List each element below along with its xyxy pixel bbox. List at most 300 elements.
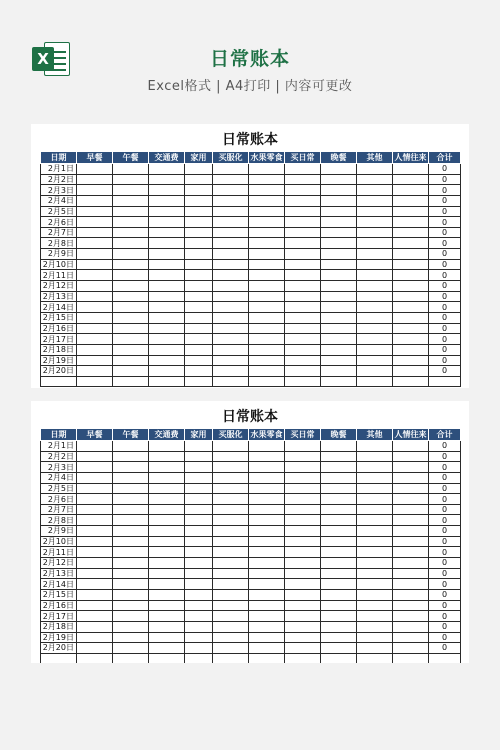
expense-cell[interactable] — [149, 302, 185, 313]
date-cell[interactable]: 2月2日 — [41, 451, 77, 462]
expense-cell[interactable] — [213, 291, 249, 302]
expense-cell[interactable] — [285, 376, 321, 387]
expense-cell[interactable] — [185, 643, 213, 654]
expense-cell[interactable] — [185, 589, 213, 600]
expense-cell[interactable] — [77, 164, 113, 175]
date-cell[interactable]: 2月19日 — [41, 355, 77, 366]
expense-cell[interactable] — [249, 653, 285, 663]
expense-cell[interactable] — [113, 164, 149, 175]
expense-cell[interactable] — [77, 312, 113, 323]
expense-cell[interactable] — [77, 195, 113, 206]
expense-cell[interactable] — [185, 312, 213, 323]
expense-cell[interactable] — [249, 526, 285, 537]
expense-cell[interactable] — [213, 195, 249, 206]
expense-cell[interactable] — [213, 259, 249, 270]
expense-cell[interactable] — [357, 270, 393, 281]
expense-cell[interactable] — [149, 653, 185, 663]
total-cell[interactable]: 0 — [429, 227, 461, 238]
expense-cell[interactable] — [213, 281, 249, 292]
expense-cell[interactable] — [249, 185, 285, 196]
expense-cell[interactable] — [113, 536, 149, 547]
expense-cell[interactable] — [249, 536, 285, 547]
date-cell[interactable]: 2月1日 — [41, 441, 77, 452]
expense-cell[interactable] — [185, 568, 213, 579]
expense-cell[interactable] — [185, 334, 213, 345]
expense-cell[interactable] — [185, 611, 213, 622]
date-cell[interactable]: 2月4日 — [41, 472, 77, 483]
expense-cell[interactable] — [393, 611, 429, 622]
expense-cell[interactable] — [185, 366, 213, 377]
expense-cell[interactable] — [213, 504, 249, 515]
total-cell[interactable]: 0 — [429, 238, 461, 249]
total-cell[interactable]: 0 — [429, 334, 461, 345]
expense-cell[interactable] — [321, 344, 357, 355]
expense-cell[interactable] — [185, 355, 213, 366]
expense-cell[interactable] — [149, 174, 185, 185]
expense-cell[interactable] — [321, 611, 357, 622]
expense-cell[interactable] — [77, 217, 113, 228]
expense-cell[interactable] — [149, 259, 185, 270]
date-cell[interactable]: 2月18日 — [41, 621, 77, 632]
total-cell[interactable]: 0 — [429, 195, 461, 206]
expense-cell[interactable] — [393, 217, 429, 228]
expense-cell[interactable] — [393, 653, 429, 663]
expense-cell[interactable] — [285, 259, 321, 270]
expense-cell[interactable] — [285, 291, 321, 302]
expense-cell[interactable] — [285, 632, 321, 643]
expense-cell[interactable] — [393, 312, 429, 323]
expense-cell[interactable] — [113, 270, 149, 281]
expense-cell[interactable] — [357, 515, 393, 526]
expense-cell[interactable] — [185, 632, 213, 643]
expense-cell[interactable] — [149, 643, 185, 654]
expense-cell[interactable] — [249, 504, 285, 515]
expense-cell[interactable] — [357, 323, 393, 334]
expense-cell[interactable] — [393, 366, 429, 377]
expense-cell[interactable] — [285, 249, 321, 260]
expense-cell[interactable] — [249, 344, 285, 355]
expense-cell[interactable] — [213, 217, 249, 228]
expense-cell[interactable] — [113, 376, 149, 387]
expense-cell[interactable] — [113, 451, 149, 462]
expense-cell[interactable] — [393, 376, 429, 387]
date-cell[interactable]: 2月10日 — [41, 536, 77, 547]
expense-cell[interactable] — [393, 536, 429, 547]
expense-cell[interactable] — [213, 462, 249, 473]
total-cell[interactable]: 0 — [429, 558, 461, 569]
expense-cell[interactable] — [285, 441, 321, 452]
expense-cell[interactable] — [357, 195, 393, 206]
expense-cell[interactable] — [321, 472, 357, 483]
expense-cell[interactable] — [393, 632, 429, 643]
date-cell[interactable]: 2月10日 — [41, 259, 77, 270]
expense-cell[interactable] — [357, 334, 393, 345]
date-cell[interactable]: 2月5日 — [41, 483, 77, 494]
expense-cell[interactable] — [77, 344, 113, 355]
expense-cell[interactable] — [285, 281, 321, 292]
expense-cell[interactable] — [249, 164, 285, 175]
expense-cell[interactable] — [113, 174, 149, 185]
expense-cell[interactable] — [113, 483, 149, 494]
expense-cell[interactable] — [213, 164, 249, 175]
expense-cell[interactable] — [77, 302, 113, 313]
expense-cell[interactable] — [77, 589, 113, 600]
expense-cell[interactable] — [77, 355, 113, 366]
expense-cell[interactable] — [393, 195, 429, 206]
expense-cell[interactable] — [285, 185, 321, 196]
expense-cell[interactable] — [185, 323, 213, 334]
total-cell[interactable]: 0 — [429, 355, 461, 366]
total-cell[interactable]: 0 — [429, 312, 461, 323]
expense-cell[interactable] — [321, 600, 357, 611]
expense-cell[interactable] — [149, 164, 185, 175]
expense-cell[interactable] — [357, 217, 393, 228]
expense-cell[interactable] — [77, 451, 113, 462]
total-cell[interactable]: 0 — [429, 206, 461, 217]
date-cell[interactable]: 2月14日 — [41, 579, 77, 590]
expense-cell[interactable] — [285, 515, 321, 526]
expense-cell[interactable] — [77, 185, 113, 196]
expense-cell[interactable] — [321, 281, 357, 292]
total-cell[interactable]: 0 — [429, 621, 461, 632]
expense-cell[interactable] — [149, 281, 185, 292]
expense-cell[interactable] — [285, 206, 321, 217]
date-cell[interactable]: 2月9日 — [41, 249, 77, 260]
expense-cell[interactable] — [185, 344, 213, 355]
expense-cell[interactable] — [185, 259, 213, 270]
expense-cell[interactable] — [393, 259, 429, 270]
total-cell[interactable]: 0 — [429, 174, 461, 185]
expense-cell[interactable] — [113, 611, 149, 622]
expense-cell[interactable] — [77, 238, 113, 249]
expense-cell[interactable] — [321, 302, 357, 313]
expense-cell[interactable] — [393, 206, 429, 217]
date-cell[interactable]: 2月12日 — [41, 281, 77, 292]
date-cell[interactable]: 2月19日 — [41, 632, 77, 643]
expense-cell[interactable] — [149, 494, 185, 505]
total-cell[interactable]: 0 — [429, 270, 461, 281]
expense-cell[interactable] — [185, 621, 213, 632]
expense-cell[interactable] — [393, 441, 429, 452]
expense-cell[interactable] — [393, 270, 429, 281]
expense-cell[interactable] — [213, 355, 249, 366]
expense-cell[interactable] — [213, 174, 249, 185]
expense-cell[interactable] — [393, 515, 429, 526]
expense-cell[interactable] — [321, 526, 357, 537]
total-cell[interactable]: 0 — [429, 472, 461, 483]
expense-cell[interactable] — [77, 536, 113, 547]
expense-cell[interactable] — [213, 441, 249, 452]
expense-cell[interactable] — [321, 164, 357, 175]
expense-cell[interactable] — [149, 376, 185, 387]
date-cell[interactable]: 2月12日 — [41, 558, 77, 569]
expense-cell[interactable] — [357, 536, 393, 547]
expense-cell[interactable] — [113, 515, 149, 526]
expense-cell[interactable] — [321, 291, 357, 302]
expense-cell[interactable] — [77, 291, 113, 302]
expense-cell[interactable] — [77, 558, 113, 569]
expense-cell[interactable] — [321, 441, 357, 452]
expense-cell[interactable] — [249, 323, 285, 334]
total-cell[interactable] — [429, 653, 461, 663]
expense-cell[interactable] — [285, 174, 321, 185]
expense-cell[interactable] — [149, 206, 185, 217]
expense-cell[interactable] — [249, 174, 285, 185]
expense-cell[interactable] — [249, 302, 285, 313]
expense-cell[interactable] — [393, 600, 429, 611]
expense-cell[interactable] — [77, 249, 113, 260]
expense-cell[interactable] — [77, 643, 113, 654]
expense-cell[interactable] — [285, 589, 321, 600]
total-cell[interactable]: 0 — [429, 323, 461, 334]
expense-cell[interactable] — [149, 558, 185, 569]
expense-cell[interactable] — [77, 579, 113, 590]
expense-cell[interactable] — [113, 621, 149, 632]
expense-cell[interactable] — [321, 376, 357, 387]
expense-cell[interactable] — [77, 494, 113, 505]
expense-cell[interactable] — [321, 355, 357, 366]
expense-cell[interactable] — [213, 653, 249, 663]
expense-cell[interactable] — [249, 621, 285, 632]
total-cell[interactable]: 0 — [429, 441, 461, 452]
expense-cell[interactable] — [113, 643, 149, 654]
date-cell[interactable]: 2月3日 — [41, 185, 77, 196]
expense-cell[interactable] — [113, 185, 149, 196]
expense-cell[interactable] — [185, 185, 213, 196]
expense-cell[interactable] — [149, 632, 185, 643]
expense-cell[interactable] — [149, 515, 185, 526]
expense-cell[interactable] — [213, 568, 249, 579]
expense-cell[interactable] — [285, 611, 321, 622]
expense-cell[interactable] — [321, 536, 357, 547]
expense-cell[interactable] — [149, 579, 185, 590]
expense-cell[interactable] — [213, 611, 249, 622]
expense-cell[interactable] — [149, 441, 185, 452]
expense-cell[interactable] — [393, 472, 429, 483]
expense-cell[interactable] — [393, 164, 429, 175]
expense-cell[interactable] — [213, 472, 249, 483]
total-cell[interactable]: 0 — [429, 515, 461, 526]
expense-cell[interactable] — [249, 579, 285, 590]
total-cell[interactable]: 0 — [429, 366, 461, 377]
expense-cell[interactable] — [149, 472, 185, 483]
date-cell[interactable]: 2月13日 — [41, 568, 77, 579]
expense-cell[interactable] — [113, 494, 149, 505]
expense-cell[interactable] — [285, 164, 321, 175]
expense-cell[interactable] — [249, 238, 285, 249]
expense-cell[interactable] — [357, 302, 393, 313]
expense-cell[interactable] — [321, 366, 357, 377]
expense-cell[interactable] — [357, 579, 393, 590]
expense-cell[interactable] — [357, 589, 393, 600]
expense-cell[interactable] — [149, 312, 185, 323]
expense-cell[interactable] — [113, 227, 149, 238]
expense-cell[interactable] — [249, 462, 285, 473]
expense-cell[interactable] — [185, 483, 213, 494]
expense-cell[interactable] — [393, 174, 429, 185]
expense-cell[interactable] — [149, 227, 185, 238]
expense-cell[interactable] — [357, 174, 393, 185]
expense-cell[interactable] — [393, 249, 429, 260]
expense-cell[interactable] — [285, 653, 321, 663]
expense-cell[interactable] — [357, 600, 393, 611]
expense-cell[interactable] — [213, 451, 249, 462]
expense-cell[interactable] — [185, 504, 213, 515]
expense-cell[interactable] — [113, 281, 149, 292]
expense-cell[interactable] — [249, 259, 285, 270]
date-cell[interactable] — [41, 653, 77, 663]
expense-cell[interactable] — [357, 568, 393, 579]
total-cell[interactable]: 0 — [429, 302, 461, 313]
expense-cell[interactable] — [113, 195, 149, 206]
total-cell[interactable]: 0 — [429, 589, 461, 600]
expense-cell[interactable] — [321, 515, 357, 526]
date-cell[interactable]: 2月16日 — [41, 600, 77, 611]
total-cell[interactable]: 0 — [429, 451, 461, 462]
expense-cell[interactable] — [285, 600, 321, 611]
expense-cell[interactable] — [77, 472, 113, 483]
expense-cell[interactable] — [113, 462, 149, 473]
date-cell[interactable]: 2月17日 — [41, 334, 77, 345]
expense-cell[interactable] — [213, 632, 249, 643]
expense-cell[interactable] — [393, 621, 429, 632]
expense-cell[interactable] — [321, 558, 357, 569]
expense-cell[interactable] — [185, 600, 213, 611]
expense-cell[interactable] — [77, 259, 113, 270]
total-cell[interactable]: 0 — [429, 547, 461, 558]
expense-cell[interactable] — [213, 206, 249, 217]
expense-cell[interactable] — [249, 334, 285, 345]
expense-cell[interactable] — [249, 472, 285, 483]
expense-cell[interactable] — [113, 238, 149, 249]
expense-cell[interactable] — [321, 632, 357, 643]
expense-cell[interactable] — [321, 589, 357, 600]
expense-cell[interactable] — [77, 515, 113, 526]
expense-cell[interactable] — [77, 174, 113, 185]
expense-cell[interactable] — [149, 355, 185, 366]
expense-cell[interactable] — [393, 643, 429, 654]
expense-cell[interactable] — [357, 653, 393, 663]
date-cell[interactable]: 2月6日 — [41, 494, 77, 505]
expense-cell[interactable] — [393, 323, 429, 334]
expense-cell[interactable] — [249, 441, 285, 452]
date-cell[interactable]: 2月6日 — [41, 217, 77, 228]
expense-cell[interactable] — [249, 312, 285, 323]
expense-cell[interactable] — [149, 547, 185, 558]
expense-cell[interactable] — [185, 536, 213, 547]
expense-cell[interactable] — [213, 579, 249, 590]
expense-cell[interactable] — [285, 536, 321, 547]
expense-cell[interactable] — [357, 643, 393, 654]
expense-cell[interactable] — [321, 217, 357, 228]
expense-cell[interactable] — [113, 206, 149, 217]
expense-cell[interactable] — [321, 259, 357, 270]
expense-cell[interactable] — [249, 632, 285, 643]
date-cell[interactable]: 2月17日 — [41, 611, 77, 622]
expense-cell[interactable] — [357, 185, 393, 196]
expense-cell[interactable] — [77, 334, 113, 345]
expense-cell[interactable] — [213, 366, 249, 377]
expense-cell[interactable] — [249, 206, 285, 217]
expense-cell[interactable] — [285, 355, 321, 366]
expense-cell[interactable] — [249, 291, 285, 302]
total-cell[interactable] — [429, 376, 461, 387]
date-cell[interactable]: 2月20日 — [41, 643, 77, 654]
expense-cell[interactable] — [285, 344, 321, 355]
expense-cell[interactable] — [357, 472, 393, 483]
expense-cell[interactable] — [285, 568, 321, 579]
expense-cell[interactable] — [321, 643, 357, 654]
expense-cell[interactable] — [285, 558, 321, 569]
expense-cell[interactable] — [149, 344, 185, 355]
expense-cell[interactable] — [213, 526, 249, 537]
expense-cell[interactable] — [149, 323, 185, 334]
expense-cell[interactable] — [357, 376, 393, 387]
expense-cell[interactable] — [77, 441, 113, 452]
expense-cell[interactable] — [357, 355, 393, 366]
expense-cell[interactable] — [393, 302, 429, 313]
expense-cell[interactable] — [285, 483, 321, 494]
expense-cell[interactable] — [185, 206, 213, 217]
expense-cell[interactable] — [77, 653, 113, 663]
expense-cell[interactable] — [149, 621, 185, 632]
expense-cell[interactable] — [393, 451, 429, 462]
date-cell[interactable]: 2月9日 — [41, 526, 77, 537]
expense-cell[interactable] — [393, 238, 429, 249]
date-cell[interactable]: 2月2日 — [41, 174, 77, 185]
expense-cell[interactable] — [213, 238, 249, 249]
expense-cell[interactable] — [77, 568, 113, 579]
expense-cell[interactable] — [393, 558, 429, 569]
expense-cell[interactable] — [113, 334, 149, 345]
expense-cell[interactable] — [185, 227, 213, 238]
expense-cell[interactable] — [249, 249, 285, 260]
expense-cell[interactable] — [113, 302, 149, 313]
total-cell[interactable]: 0 — [429, 462, 461, 473]
expense-cell[interactable] — [213, 312, 249, 323]
expense-cell[interactable] — [357, 238, 393, 249]
expense-cell[interactable] — [149, 611, 185, 622]
date-cell[interactable]: 2月7日 — [41, 504, 77, 515]
expense-cell[interactable] — [113, 472, 149, 483]
expense-cell[interactable] — [357, 621, 393, 632]
expense-cell[interactable] — [321, 185, 357, 196]
expense-cell[interactable] — [357, 632, 393, 643]
expense-cell[interactable] — [185, 494, 213, 505]
expense-cell[interactable] — [285, 323, 321, 334]
expense-cell[interactable] — [285, 526, 321, 537]
expense-cell[interactable] — [285, 334, 321, 345]
expense-cell[interactable] — [213, 643, 249, 654]
expense-cell[interactable] — [393, 185, 429, 196]
expense-cell[interactable] — [113, 312, 149, 323]
date-cell[interactable]: 2月8日 — [41, 238, 77, 249]
total-cell[interactable]: 0 — [429, 632, 461, 643]
expense-cell[interactable] — [185, 462, 213, 473]
expense-cell[interactable] — [393, 483, 429, 494]
expense-cell[interactable] — [357, 227, 393, 238]
expense-cell[interactable] — [321, 227, 357, 238]
expense-cell[interactable] — [321, 568, 357, 579]
expense-cell[interactable] — [285, 366, 321, 377]
expense-cell[interactable] — [213, 536, 249, 547]
expense-cell[interactable] — [213, 227, 249, 238]
date-cell[interactable]: 2月13日 — [41, 291, 77, 302]
expense-cell[interactable] — [321, 195, 357, 206]
expense-cell[interactable] — [113, 632, 149, 643]
expense-cell[interactable] — [185, 281, 213, 292]
expense-cell[interactable] — [213, 589, 249, 600]
